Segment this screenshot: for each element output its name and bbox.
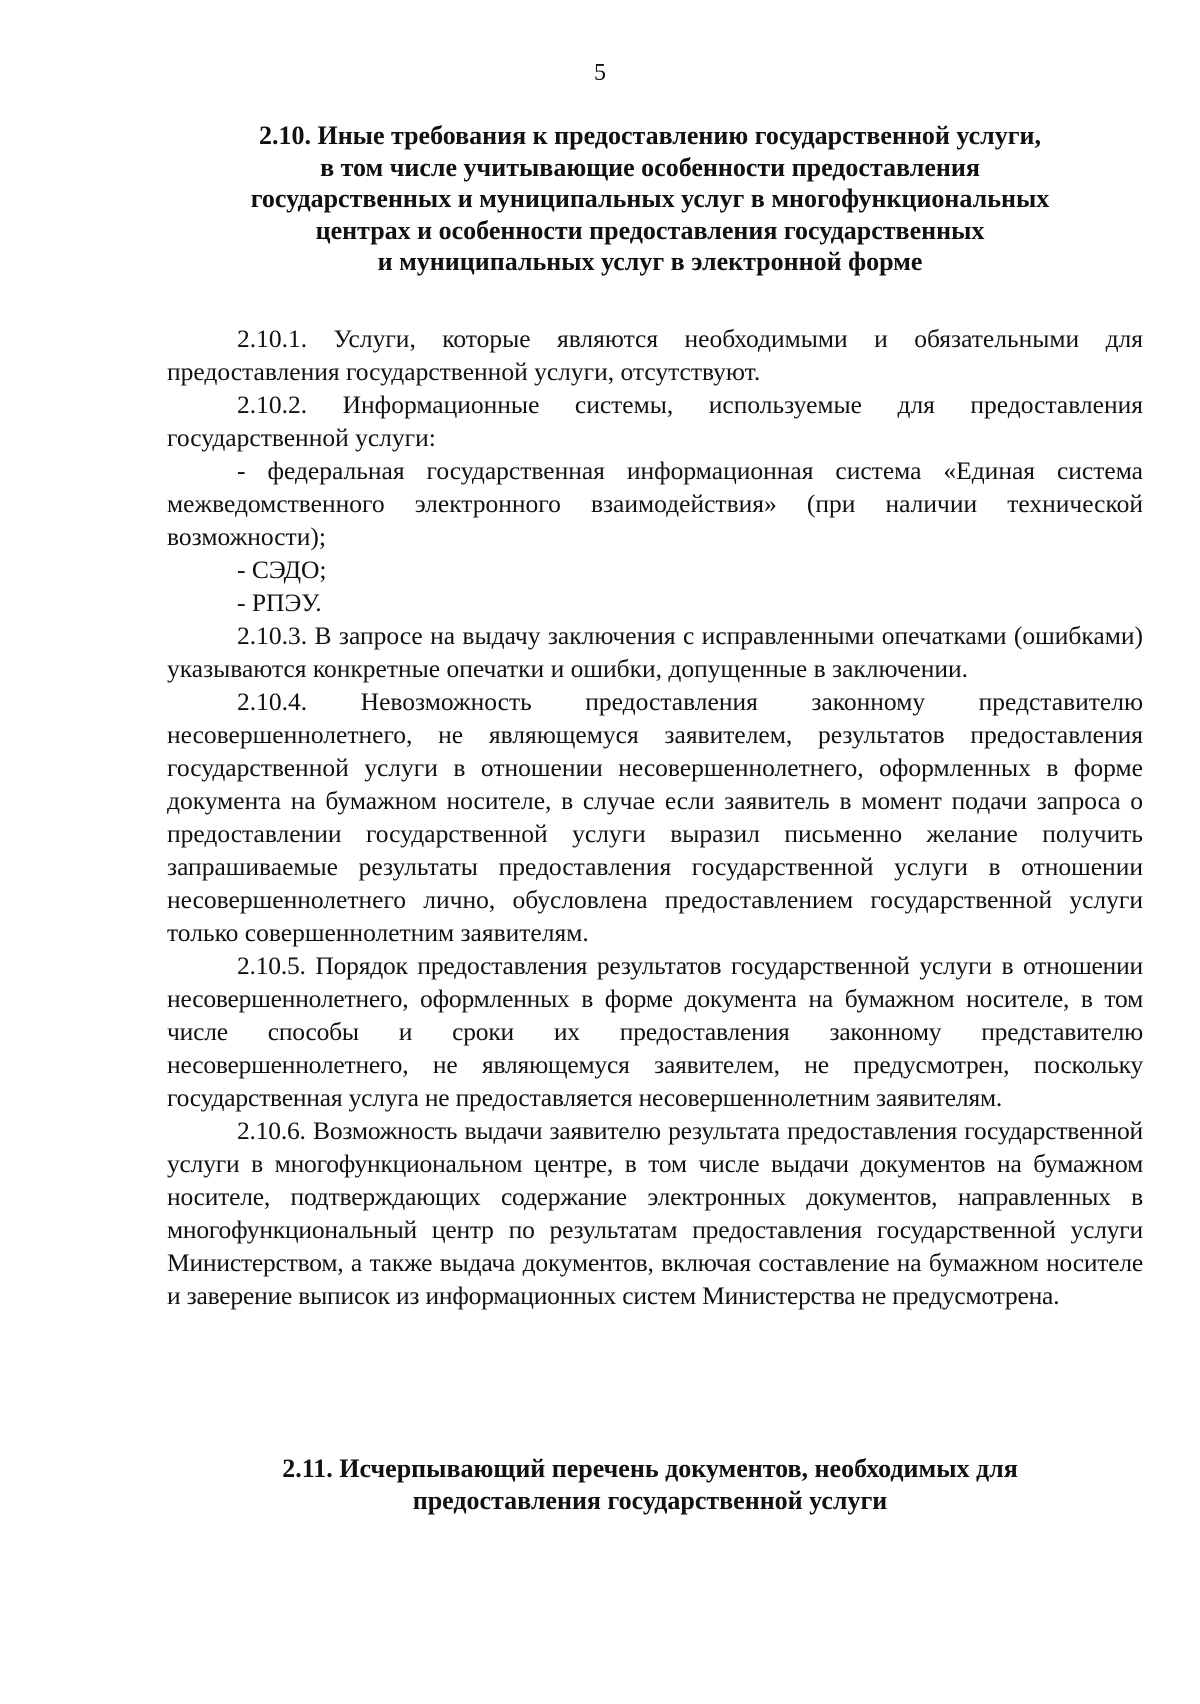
- page-number: 5: [594, 60, 606, 86]
- paragraph-2-10-6: 2.10.6. Возможность выдачи заявителю результата предоставления государственной услуги в многофункциональном центре, в том числе выдачи документов на бумажном носителе, подтверждающих содержание электронных документов, направленных в многофункциональный центр по результатам предоставления государственной услуги Министерством, а также выдача документов, включая составление на бумажном носителе и заверение выписок из информационных систем Министерства не предусмотрена.: [167, 1116, 1143, 1310]
- heading-line: 2.11. Исчерпывающий перечень документов, необходимых для: [282, 1454, 1018, 1483]
- list-item-smev: - федеральная государственная информационная система «Единая система межведомственного электронного взаимодействия» (при наличии технической возможности);: [167, 456, 1143, 551]
- paragraph-2-10-5: 2.10.5. Порядок предоставления результатов государственной услуги в отношении несовершеннолетнего, оформленных в форме документа на бумажном носителе, в том числе способы и сроки их предоставления законному представителю несовершеннолетнего, не являющемуся заявителем, не предусмотрен, поскольку государственная услуга не предоставляется несовершеннолетним заявителям.: [167, 951, 1143, 1112]
- heading-line: центрах и особенности предоставления государственных: [315, 215, 985, 245]
- heading-line: предоставления государственной услуги: [412, 1485, 888, 1515]
- list-item-sedo: - СЭДО;: [237, 555, 327, 584]
- list-item-rpeu: - РПЭУ.: [237, 588, 322, 617]
- section-2-10-heading: [150, 120, 1150, 278]
- section-2-10-body: [167, 322, 1143, 1312]
- section-2-11-heading: [150, 1453, 1150, 1516]
- heading-line: государственных и муниципальных услуг в многофункциональных: [250, 184, 1050, 213]
- paragraph-2-10-4: 2.10.4. Невозможность предоставления законному представителю несовершеннолетнего, не являющемуся заявителем, результатов предоставления государственной услуги в отношении несовершеннолетнего, оформленных в форме документа на бумажном носителе, в случае если заявитель в момент подачи запроса о предоставлении государственной услуги выразил письменно желание получить запрашиваемые результаты предоставления государственной услуги в отношении несовершеннолетнего лично, обусловлена предоставлением государственной услуги только совершеннолетним заявителям.: [167, 687, 1143, 947]
- heading-line: 2.10. Иные требования к предоставлению государственной услуги,: [258, 121, 1042, 150]
- paragraph-2-10-2: 2.10.2. Информационные системы, используемые для предоставления государственной услуги:: [167, 390, 1143, 452]
- paragraph-2-10-3: 2.10.3. В запросе на выдачу заключения с исправленными опечатками (ошибками) указываются конкретные опечатки и ошибки, допущенные в заключении.: [167, 621, 1143, 683]
- heading-line: и муниципальных услуг в электронной форме: [377, 247, 923, 276]
- paragraph-2-10-1: 2.10.1. Услуги, которые являются необходимыми и обязательными для предоставления государственной услуги, отсутствуют.: [167, 324, 1143, 386]
- heading-line: в том числе учитывающие особенности предоставления: [320, 152, 980, 182]
